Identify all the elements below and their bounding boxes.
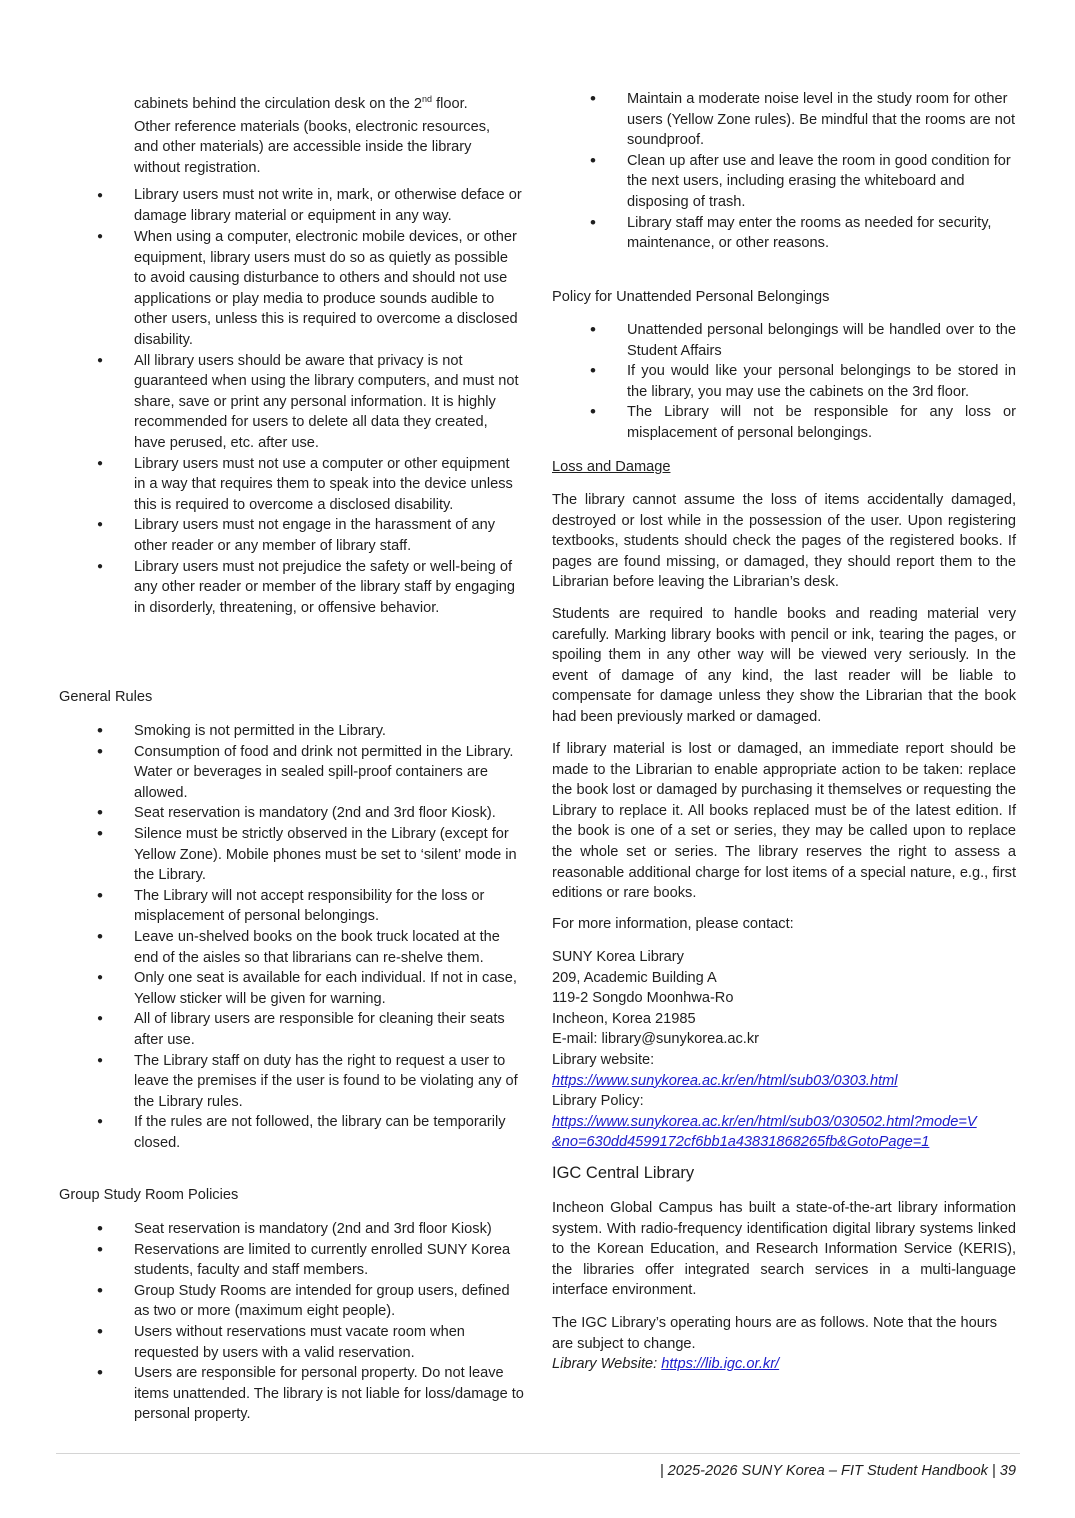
page-footer: | 2025-2026 SUNY Korea – FIT Student Handbook | 39 — [659, 1463, 1016, 1479]
igc-website-link[interactable]: https://lib.igc.or.kr/ — [661, 1356, 780, 1373]
contact-line: E-mail: library@sunykorea.ac.kr — [552, 1031, 760, 1048]
contact-line: 209, Academic Building A — [552, 969, 717, 986]
intro-rest: Other reference materials (books, electronic resources, and other materials) are accessible inside the library without registration. — [134, 118, 491, 176]
library-website-link[interactable]: https://www.sunykorea.ac.kr/en/html/sub03/0303.html — [552, 1072, 898, 1089]
igc-heading: IGC Central Library — [552, 1164, 695, 1182]
list-item: • Clean up after use and leave the room in good condition for the next users, including erasing the whiteboard and disposing of trash. — [627, 151, 1016, 213]
loss-paragraph-3: If library material is lost or damaged, an immediate report should be made to the Librarian to enable appropriate action to be taken: replace the book lost or damaged by purchasing it themselves or requesting the Library to replace it. All books replaced must be of the latest edition. If the book is one of a set or series, they may be called upon to replace the whole set or series. The library reserves the right to assess a reasonable additional charge for lost items of a special nature, e.g., first editions or rare books. — [552, 741, 1016, 902]
group-study-heading: Group Study Room Policies — [59, 1187, 239, 1203]
intro-line: cabinets behind the circulation desk on the 2nd floor. — [134, 94, 468, 112]
footer-divider — [56, 1453, 1020, 1454]
contact-line: Incheon, Korea 21985 — [552, 1010, 696, 1027]
contact-line: Library website: — [552, 1051, 655, 1068]
list-item: • Leave un-shelved books on the book truck located at the end of the aisles so that librarians can re-shelve them. — [134, 927, 526, 968]
list-item: • Reservations are limited to currently enrolled SUNY Korea students, faculty and staff members. — [134, 1240, 526, 1281]
list-item: • Silence must be strictly observed in the Library (except for Yellow Zone). Mobile phones must be set to ‘silent’ mode in the Library. — [134, 824, 526, 886]
belongings-list — [627, 320, 1016, 444]
library-policy-link[interactable]: https://www.sunykorea.ac.kr/en/html/sub03/030502.html?mode=V &no=630dd4599172cf6bb1a43831868265fb&GotoPage=1 — [552, 1113, 977, 1151]
list-item: • Users without reservations must vacate room when requested by users with a valid reservation. — [134, 1322, 526, 1363]
list-item: ● Library users must not prejudice the safety or well-being of any other reader or member of the library staff by engaging in disorderly, threatening, or offensive behavior. — [134, 557, 522, 619]
contact-intro: For more information, please contact: — [552, 916, 794, 932]
conduct-list — [134, 185, 522, 618]
list-item: ● All of library users are responsible for cleaning their seats after use. — [134, 1009, 526, 1050]
list-item: ● If the rules are not followed, the library can be temporarily closed. — [134, 1112, 526, 1153]
list-item: • Smoking is not permitted in the Library. — [134, 721, 526, 742]
list-item: • Library staff may enter the rooms as needed for security, maintenance, or other reasons. — [627, 213, 1016, 254]
loss-damage-heading: Loss and Damage — [552, 459, 671, 475]
igc-paragraph-1: Incheon Global Campus has built a state-of-the-art library information system. With radio-frequency identification digital library systems linked to the Korean Education, and Research Information Service (KERIS), the libraries offer integrated search services in a multi-language interface environment. — [552, 1200, 1016, 1299]
general-rules-heading: General Rules — [59, 689, 153, 705]
general-rules-list — [134, 721, 526, 1153]
list-item: ● Library users must not write in, mark, or otherwise deface or damage library material or equipment in any way. — [134, 185, 522, 227]
list-item: ● Only one seat is available for each individual. If not in case, Yellow sticker will be given for warning. — [134, 968, 526, 1009]
list-item: • Users are responsible for personal property. Do not leave items unattended. The library is not liable for loss/damage to personal property. — [134, 1363, 526, 1425]
igc-website-label: Library Website: — [552, 1356, 662, 1373]
group-study-list — [134, 1219, 526, 1425]
list-item: • Maintain a moderate noise level in the study room for other users (Yellow Zone rules). Be mindful that the rooms are not soundproof. — [627, 89, 1016, 151]
list-item: ● Library users must not engage in the harassment of any other reader or any member of library staff. — [134, 515, 522, 556]
list-item: • Seat reservation is mandatory (2nd and 3rd floor Kiosk). — [134, 803, 526, 824]
contact-block — [552, 947, 1016, 1153]
list-item: • Consumption of food and drink not permitted in the Library. Water or beverages in sealed spill-proof containers are allowed. — [134, 742, 526, 804]
policy-label: Library Policy: — [552, 1093, 644, 1110]
list-item: ● Library users must not use a computer or other equipment in a way that requires them to speak into the device unless this is required to overcome a disclosed disability. — [134, 454, 522, 516]
loss-paragraph-2: Students are required to handle books and reading material very carefully. Marking library books with pencil or ink, tearing the pages, or spoiling them in any other way will be viewed very seriously. In the event of damage of any kind, the last reader will be liable to compensate for damage unless they show the Librarian that the book had been previously marked or damaged. — [552, 606, 1016, 725]
list-item: • Seat reservation is mandatory (2nd and 3rd floor Kiosk) — [134, 1219, 526, 1240]
belongings-heading: Policy for Unattended Personal Belongings — [552, 289, 830, 305]
igc-paragraph-2: The IGC Library’s operating hours are as follows. Note that the hours are subject to change. Library Website: https://lib.igc.or.kr/ — [552, 1315, 998, 1373]
list-item: • If you would like your personal belongings to be stored in the library, you may use the cabinets on the 3rd floor. — [627, 361, 1016, 402]
list-item: • The Library will not accept responsibility for the loss or misplacement of personal belongings. — [134, 886, 526, 927]
contact-line: SUNY Korea Library — [552, 949, 684, 965]
group-study-continued-list — [627, 89, 1016, 254]
intro-paragraph — [134, 94, 514, 178]
list-item: ● The Library staff on duty has the right to request a user to leave the premises if the user is found to be violating any of the Library rules. — [134, 1051, 526, 1113]
superscript: nd — [422, 94, 433, 105]
list-item: ● When using a computer, electronic mobile devices, or other equipment, library users must do so as quietly as possible to avoid causing disturbance to others and should not use applications or play media to produce sounds audible to other users, unless this is required to overcome a disclosed disability. — [134, 227, 522, 351]
loss-paragraph-1: The library cannot assume the loss of items accidentally damaged, destroyed or lost while in the possession of the user. Upon registering textbooks, students should check the pages of the registered books. If pages are found missing, or damaged, they should report them to the Librarian before leaving the Librarian’s desk. — [552, 492, 1016, 591]
list-item: • Group Study Rooms are intended for group users, defined as two or more (maximum eight people). — [134, 1281, 526, 1322]
list-item: • The Library will not be responsible for any loss or misplacement of personal belongings. — [627, 402, 1016, 443]
list-item: ● All library users should be aware that privacy is not guaranteed when using the library computers, and must not share, save or print any personal information. It is highly recommended for users to delete all data they created, have perused, etc. after use. — [134, 351, 522, 454]
contact-line: 119-2 Songdo Moonhwa-Ro — [552, 990, 734, 1007]
list-item: • Unattended personal belongings will be handled over to the Student Affairs — [627, 320, 1016, 361]
